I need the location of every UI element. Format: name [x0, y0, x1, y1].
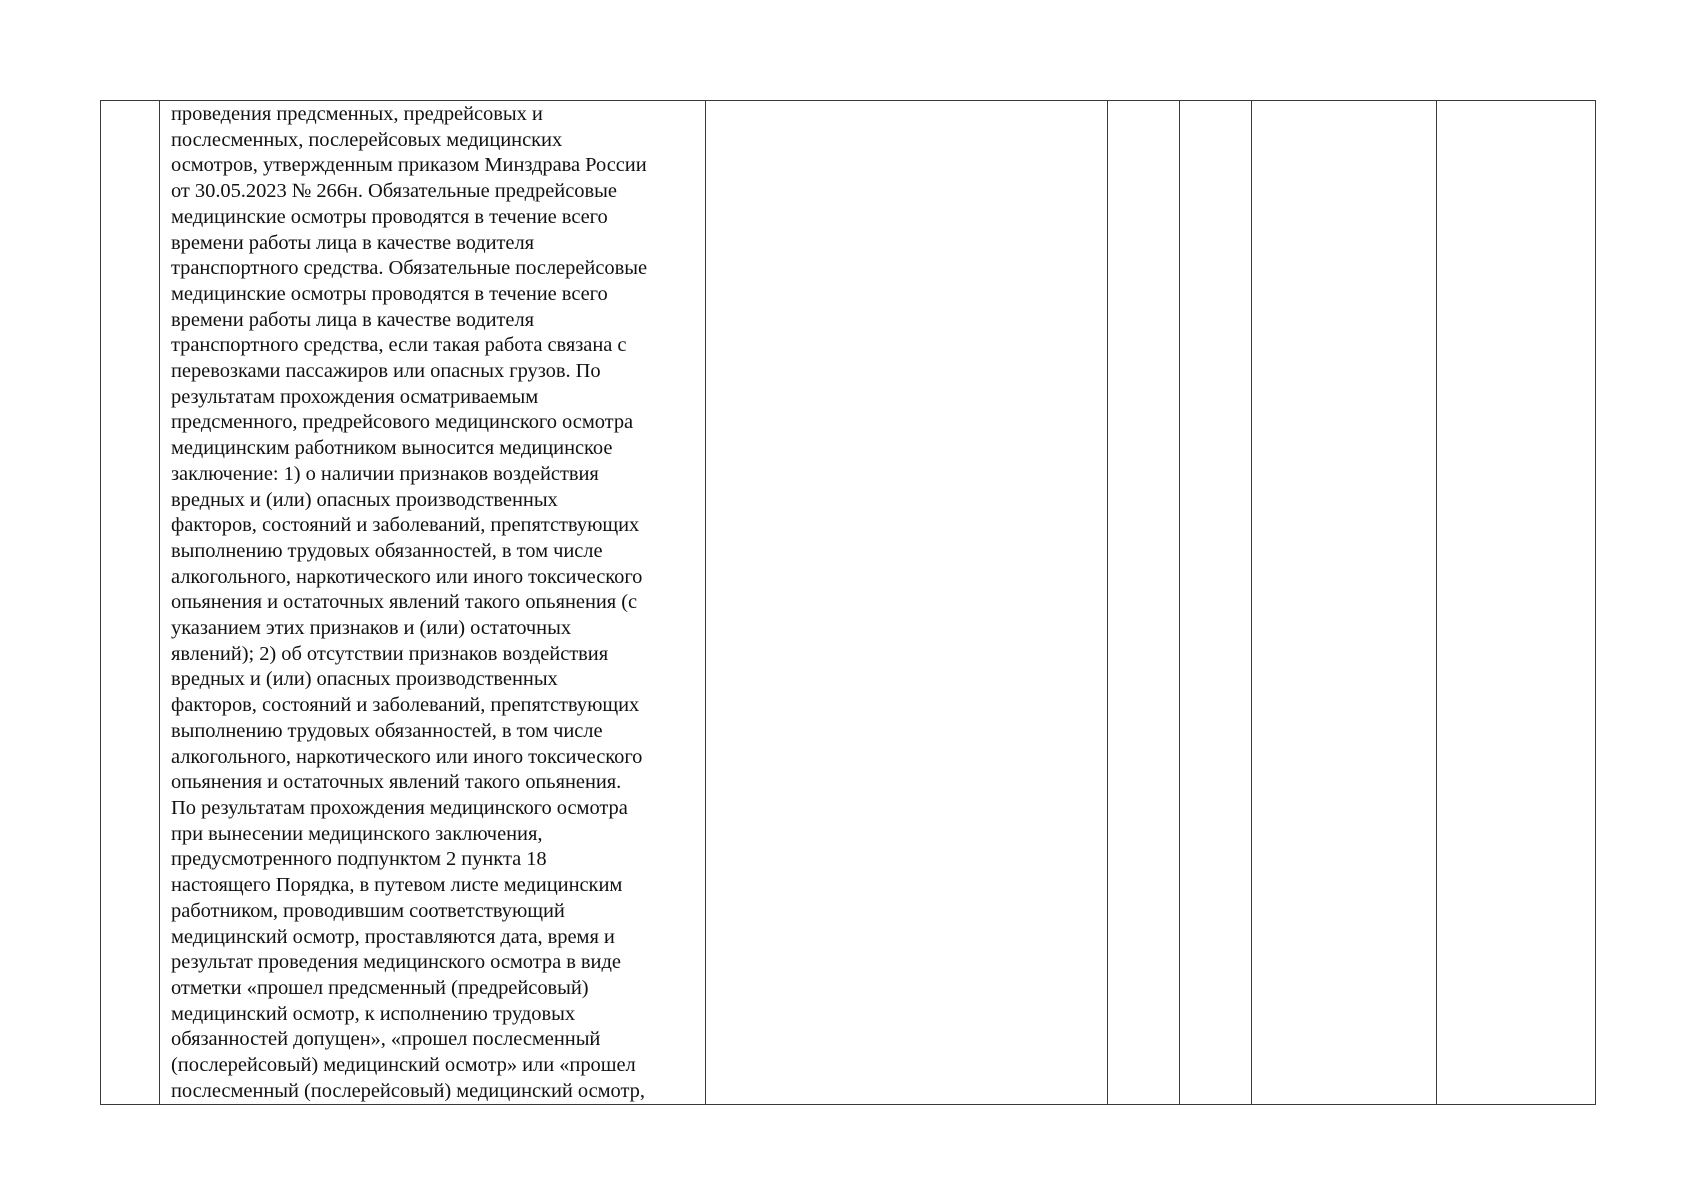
requirement-cell [160, 101, 706, 1105]
empty-cell-3 [706, 101, 1108, 1105]
requirement-text: проведения предсменных, предрейсовых и послесменных, послерейсовых медицинских осмотров, утвержденным приказом Минздрава России от 30.05.2023 № 266н. Обязательные предрейсовые медицинские осмотры проводятся в течение всего времени работы лица в качестве водителя транспортного средства. Обязательные послерейсовые медицинские осмотры проводятся в течение всего времени работы лица в качестве водителя транспортного средства, если такая работа связана с перевозками пассажиров или опасных грузов. По результатам прохождения осматриваемым предсменного, предрейсового медицинского осмотра медицинским работником выносится медицинское заключение: 1) о наличии признаков воздействия вредных и (или) опасных производственных факторов, состояний и заболеваний, препятствующих выполнению трудовых обязанностей, в том числе алкогольного, наркотического или иного токсического опьянения и остаточных явлений такого опьянения (с указанием этих признаков и (или) остаточных явлений); 2) об отсутствии признаков воздействия вредных и (или) опасных производственных факторов, состояний и заболеваний, препятствующих выполнению трудовых обязанностей, в том числе алкогольного, наркотического или иного токсического опьянения и остаточных явлений такого опьянения. По результатам прохождения медицинского осмотра при вынесении медицинского заключения, предусмотренного подпунктом 2 пункта 18 настоящего Порядка, в путевом листе медицинским работником, проводившим соответствующий медицинский осмотр, проставляются дата, время и результат проведения медицинского осмотра в виде отметки «прошел предсменный (предрейсовый) медицинский осмотр, к исполнению трудовых обязанностей допущен», «прошел послесменный (послерейсовый) медицинский осмотр» или «прошел послесменный (послерейсовый) медицинский осмотр, [171, 103, 648, 1102]
empty-cell-7 [1437, 101, 1596, 1105]
document-table [100, 100, 1596, 1105]
number-cell [101, 101, 160, 1105]
empty-cell-5 [1180, 101, 1252, 1105]
empty-cell-4 [1108, 101, 1180, 1105]
table-row [101, 101, 1596, 1105]
empty-cell-6 [1252, 101, 1437, 1105]
